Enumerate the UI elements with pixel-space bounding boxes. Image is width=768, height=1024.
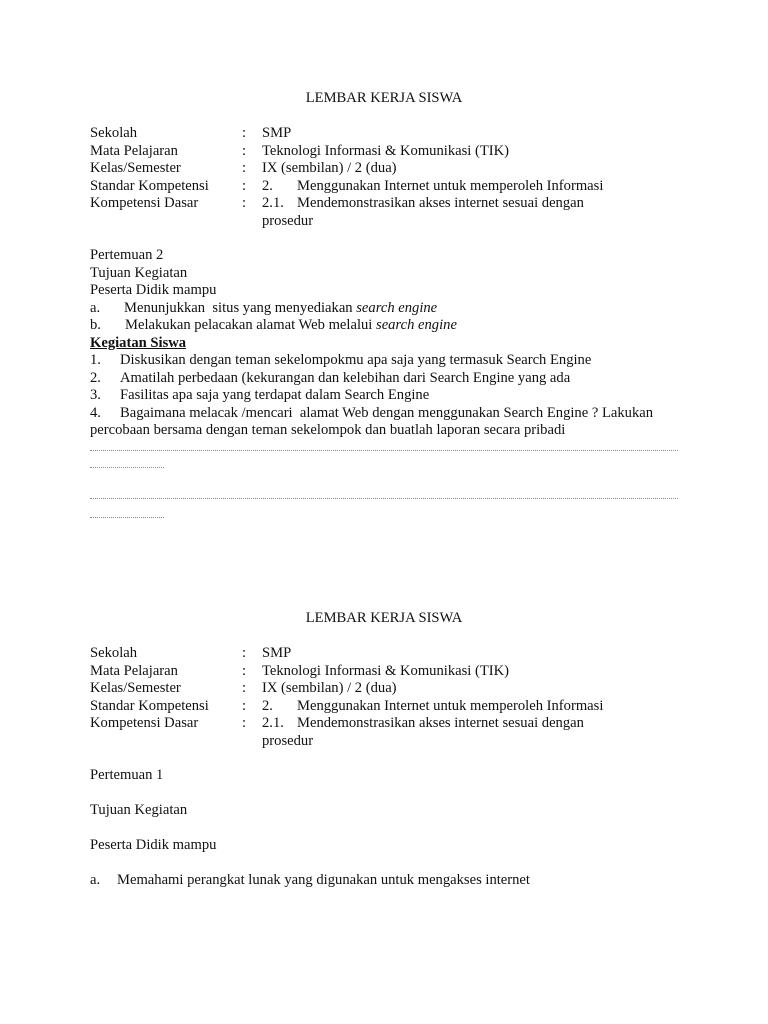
info-value-continuation: prosedur [262,732,314,749]
list-marker: 1. [90,352,101,368]
info-value: SMP [262,645,292,661]
info-label: Mata Pelajaran [90,142,178,159]
info-row-basic-cont [90,213,682,231]
blank-line [90,820,682,838]
objective-text-plain: Menunjukkan situs yang menyediakan [124,299,357,316]
info-row-class [90,680,682,698]
info-row-basic [90,715,682,733]
activity-text: Fasilitas apa saja yang terdapat dalam Search Engine [120,387,430,403]
info-colon: : [242,680,247,696]
blank-line [90,785,682,803]
activity-item [90,387,682,405]
answer-line[interactable] [90,497,678,499]
info-value: SMP [262,125,292,141]
worksheet-info-table [90,645,682,750]
objective-item [90,317,682,335]
activity-item [90,352,682,370]
info-value-continuation: prosedur [262,212,314,229]
info-colon: : [242,715,247,731]
activity-heading: Kegiatan Siswa [90,334,187,351]
objective-item [90,872,682,890]
info-row-subject [90,143,682,161]
info-row-basic-cont [90,733,682,751]
info-value: Teknologi Informasi & Komunikasi (TIK) [262,142,510,159]
info-number: 2. [262,697,273,714]
info-value: Teknologi Informasi & Komunikasi (TIK) [262,662,510,679]
info-label: Kompetensi Dasar [90,715,199,731]
info-value [262,698,603,716]
info-colon: : [242,697,247,714]
list-marker: 4. [90,404,101,421]
list-marker: 2. [90,369,101,386]
info-label: Sekolah [90,645,138,661]
answer-line[interactable] [90,466,164,468]
meeting-label: Pertemuan 1 [90,767,164,783]
info-label: Sekolah [90,125,138,141]
objective-text [125,317,457,335]
info-row-standard [90,178,682,196]
info-value-text: Mendemonstrasikan akses internet sesuai dengan [297,715,584,731]
info-value-text: Mendemonstrasikan akses internet sesuai dengan [297,195,584,211]
info-label: Kompetensi Dasar [90,195,199,211]
info-value [262,178,603,196]
goal-heading: Tujuan Kegiatan [90,802,188,818]
list-marker: b. [90,317,101,333]
worksheet-title: LEMBAR KERJA SISWA [305,90,463,106]
info-value: IX (sembilan) / 2 (dua) [262,160,397,176]
info-label: Kelas/Semester [90,680,181,696]
ability-heading: Peserta Didik mampu [90,837,217,853]
objective-item [90,300,682,318]
info-label: Standar Kompetensi [90,697,209,714]
info-row-school [90,645,682,663]
info-colon: : [242,125,247,141]
info-colon: : [242,645,247,661]
objective-text-italic: search engine [356,299,438,316]
worksheet-title: LEMBAR KERJA SISWA [305,610,463,626]
activity-text: Bagaimana melacak /mencari alamat Web dengan menggunakan Search Engine ? Lakukan [120,404,654,421]
activity-item [90,405,682,423]
activity-continuation: percobaan bersama dengan teman sekelompok dan buatlah laporan secara pribadi [90,422,566,438]
info-number: 2.1. [262,195,284,211]
info-label: Mata Pelajaran [90,662,178,679]
goal-heading: Tujuan Kegiatan [90,264,188,281]
info-colon: : [242,177,247,194]
info-value-text: Menggunakan Internet untuk memperoleh Informasi [297,177,604,194]
info-row-school [90,125,682,143]
answer-line[interactable] [90,516,164,518]
objective-text-italic: search engine [376,317,457,333]
info-colon: : [242,195,247,211]
info-row-class [90,160,682,178]
info-value [262,195,584,213]
ability-heading: Peserta Didik mampu [90,282,217,298]
info-row-basic [90,195,682,213]
info-number: 2. [262,177,273,194]
info-number: 2.1. [262,715,284,731]
activity-item [90,370,682,388]
answer-line[interactable] [90,449,678,451]
info-value: IX (sembilan) / 2 (dua) [262,680,397,696]
list-marker: 3. [90,387,101,403]
info-value [262,715,584,733]
info-row-standard [90,698,682,716]
activity-text: Amatilah perbedaan (kekurangan dan kelebihan dari Search Engine yang ada [120,369,571,386]
worksheet-info-table [90,125,682,230]
objective-text: Memahami perangkat lunak yang digunakan untuk mengakses internet [117,872,530,888]
objective-text-plain: Melakukan pelacakan alamat Web melalui [125,317,377,333]
info-value-text: Menggunakan Internet untuk memperoleh Informasi [297,697,604,714]
list-marker: a. [90,872,101,888]
info-colon: : [242,160,247,176]
worksheet-body [90,247,682,440]
info-label: Kelas/Semester [90,160,181,176]
activity-text: Diskusikan dengan teman sekelompokmu apa saja yang termasuk Search Engine [120,352,592,368]
info-colon: : [242,142,247,159]
meeting-label: Pertemuan 2 [90,247,164,263]
list-marker: a. [90,299,101,316]
info-row-subject [90,663,682,681]
info-colon: : [242,662,247,679]
blank-line [90,855,682,873]
objective-text [124,300,437,318]
info-label: Standar Kompetensi [90,177,209,194]
worksheet-body [90,767,682,890]
